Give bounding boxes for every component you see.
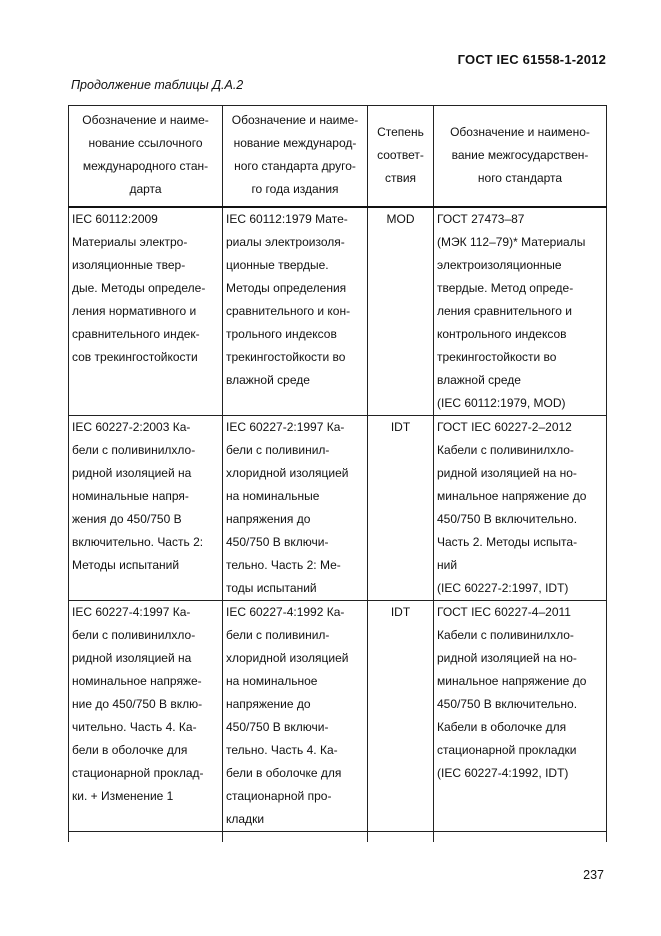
cell-ref-standard <box>69 416 223 601</box>
text-line: Материалы электро- <box>72 235 188 249</box>
text-line: (IEC 60227-4:1992, IDT) <box>437 766 569 780</box>
text-line: ГОСТ 27473–87 <box>437 212 525 226</box>
cell-ref-standard <box>69 207 223 416</box>
text-line: ГОСТ IEC 60227-2–2012 <box>437 420 572 434</box>
cell-interstate-standard <box>434 207 607 416</box>
text-line: Обозначение и наиме- <box>82 113 209 127</box>
text-line: ридной изоляцией на но- <box>437 651 577 665</box>
cell-degree: IDT <box>368 416 434 601</box>
header-ref-standard <box>69 106 223 208</box>
table-continuation-row <box>69 832 607 843</box>
text-line: (IEC 60112:1979, MOD) <box>437 396 566 410</box>
table-row <box>69 207 607 416</box>
text-line: контрольного индексов <box>437 327 567 341</box>
text-line: соответ- <box>377 147 424 162</box>
cell-empty <box>69 832 223 843</box>
text-line: ционные твердые. <box>226 258 329 272</box>
text-line: го года издания <box>251 182 339 196</box>
text-line: тоды испытаний <box>226 581 317 595</box>
cell-intl-standard <box>223 601 368 832</box>
page-number: 237 <box>583 868 604 882</box>
text-line: ного стандарта друго- <box>234 159 356 173</box>
text-line: тельно. Часть 4. Ка- <box>226 743 338 757</box>
text-line: риалы электроизоля- <box>226 235 345 249</box>
text-line: дые. Методы определе- <box>72 281 206 295</box>
text-line: на номинальное <box>226 674 318 688</box>
cell-degree: IDT <box>368 601 434 832</box>
document-code: ГОСТ IEC 61558-1-2012 <box>457 52 606 67</box>
cell-interstate-standard <box>434 416 607 601</box>
text-line: ние до 450/750 В вклю- <box>72 697 203 711</box>
text-line: минальное напряжение до <box>437 489 587 503</box>
text-line: Кабели с поливинилхло- <box>437 443 574 457</box>
text-line: Кабели в оболочке для <box>437 720 567 734</box>
text-line: бели в оболочке для <box>72 743 188 757</box>
text-line: бели с поливинил- <box>226 443 330 457</box>
standards-table <box>68 105 607 842</box>
text-line: влажной среде <box>437 373 521 387</box>
text-line: включительно. Часть 2: <box>72 535 204 549</box>
text-line: жения до 450/750 В <box>72 512 182 526</box>
text-line: 450/750 В включи- <box>226 720 329 734</box>
text-line: ридной изоляцией на но- <box>437 466 577 480</box>
text-line: на номинальные <box>226 489 320 503</box>
text-line: сравнительного индек- <box>72 327 200 341</box>
text-line: номинальные напря- <box>72 489 189 503</box>
cell-interstate-standard <box>434 601 607 832</box>
text-line: ствия <box>384 170 417 185</box>
text-line: стационарной проклад- <box>72 766 204 780</box>
text-line: ки. + Изменение 1 <box>72 789 174 803</box>
text-line: напряжение до <box>226 697 311 711</box>
text-line: хлоридной изоляцией <box>226 466 349 480</box>
cell-degree: MOD <box>368 207 434 416</box>
text-line: хлоридной изоляцией <box>226 651 349 665</box>
text-line: 450/750 В включительно. <box>437 512 578 526</box>
text-line: (МЭК 112–79)* Материалы <box>437 235 586 249</box>
header-degree <box>368 106 434 208</box>
text-line: дарта <box>129 182 162 196</box>
text-line: Методы испытаний <box>72 558 180 572</box>
text-line: электроизоляционные <box>437 258 562 272</box>
text-line: ления сравнительного и <box>437 304 572 318</box>
table-header-row <box>69 106 607 208</box>
text-line: тельно. Часть 2: Ме- <box>226 558 341 572</box>
cell-empty <box>368 832 434 843</box>
text-line: ного стандарта <box>477 170 563 185</box>
text-line: 450/750 В включи- <box>226 535 329 549</box>
text-line: бели с поливинилхло- <box>72 443 196 457</box>
text-line: бели в оболочке для <box>226 766 342 780</box>
text-line: Кабели с поливинилхло- <box>437 628 574 642</box>
text-line: Часть 2. Методы испыта- <box>437 535 578 549</box>
text-line: ридной изоляцией на <box>72 466 192 480</box>
text-line: влажной среде <box>226 373 310 387</box>
cell-intl-standard <box>223 207 368 416</box>
cell-ref-standard <box>69 601 223 832</box>
text-line: нование ссылочного <box>88 136 203 150</box>
table-caption: Продолжение таблицы Д.А.2 <box>71 78 244 92</box>
text-line: изоляционные твер- <box>72 258 186 272</box>
text-line: напряжения до <box>226 512 311 526</box>
text-line: IEC 60227-4:1997 Ка- <box>72 605 191 619</box>
text-line: 450/750 В включительно. <box>437 697 578 711</box>
text-line: нование международ- <box>233 136 357 150</box>
text-line: IEC 60112:2009 <box>72 212 158 226</box>
cell-empty <box>223 832 368 843</box>
text-line: кладки <box>226 812 265 826</box>
text-line: бели с поливинил- <box>226 628 330 642</box>
text-line: IEC 60227-2:1997 Ка- <box>226 420 345 434</box>
text-line: бели с поливинилхло- <box>72 628 196 642</box>
cell-intl-standard <box>223 416 368 601</box>
text-line: номинальное напряже- <box>72 674 202 688</box>
text-line: чительно. Часть 4. Ка- <box>72 720 197 734</box>
text-line: Степень <box>377 124 424 139</box>
header-interstate-standard <box>434 106 607 208</box>
text-line: трекингостойкости во <box>226 350 346 364</box>
text-line: Методы определения <box>226 281 347 295</box>
text-line: Обозначение и наимено- <box>450 124 590 139</box>
text-line: вание межгосударствен- <box>451 147 589 162</box>
text-line: Обозначение и наиме- <box>231 113 359 127</box>
text-line: трольного индексов <box>226 327 337 341</box>
text-line: международного стан- <box>82 159 209 173</box>
text-line: (IEC 60227-2:1997, IDT) <box>437 581 569 595</box>
text-line: IEC 60112:1979 Мате- <box>226 212 348 226</box>
text-line: ления нормативного и <box>72 304 197 318</box>
text-line: стационарной прокладки <box>437 743 577 757</box>
text-line: сравнительного и кон- <box>226 304 351 318</box>
text-line: стационарной про- <box>226 789 332 803</box>
cell-empty <box>434 832 607 843</box>
text-line: трекингостойкости во <box>437 350 557 364</box>
table-row <box>69 416 607 601</box>
text-line: IEC 60227-4:1992 Ка- <box>226 605 345 619</box>
text-line: сов трекингостойкости <box>72 350 198 364</box>
text-line: минальное напряжение до <box>437 674 587 688</box>
text-line: IEC 60227-2:2003 Ка- <box>72 420 191 434</box>
table-row <box>69 601 607 832</box>
header-intl-standard <box>223 106 368 208</box>
text-line: ридной изоляцией на <box>72 651 192 665</box>
text-line: ний <box>437 558 458 572</box>
text-line: твердые. Метод опреде- <box>437 281 574 295</box>
text-line: ГОСТ IEC 60227-4–2011 <box>437 605 571 619</box>
